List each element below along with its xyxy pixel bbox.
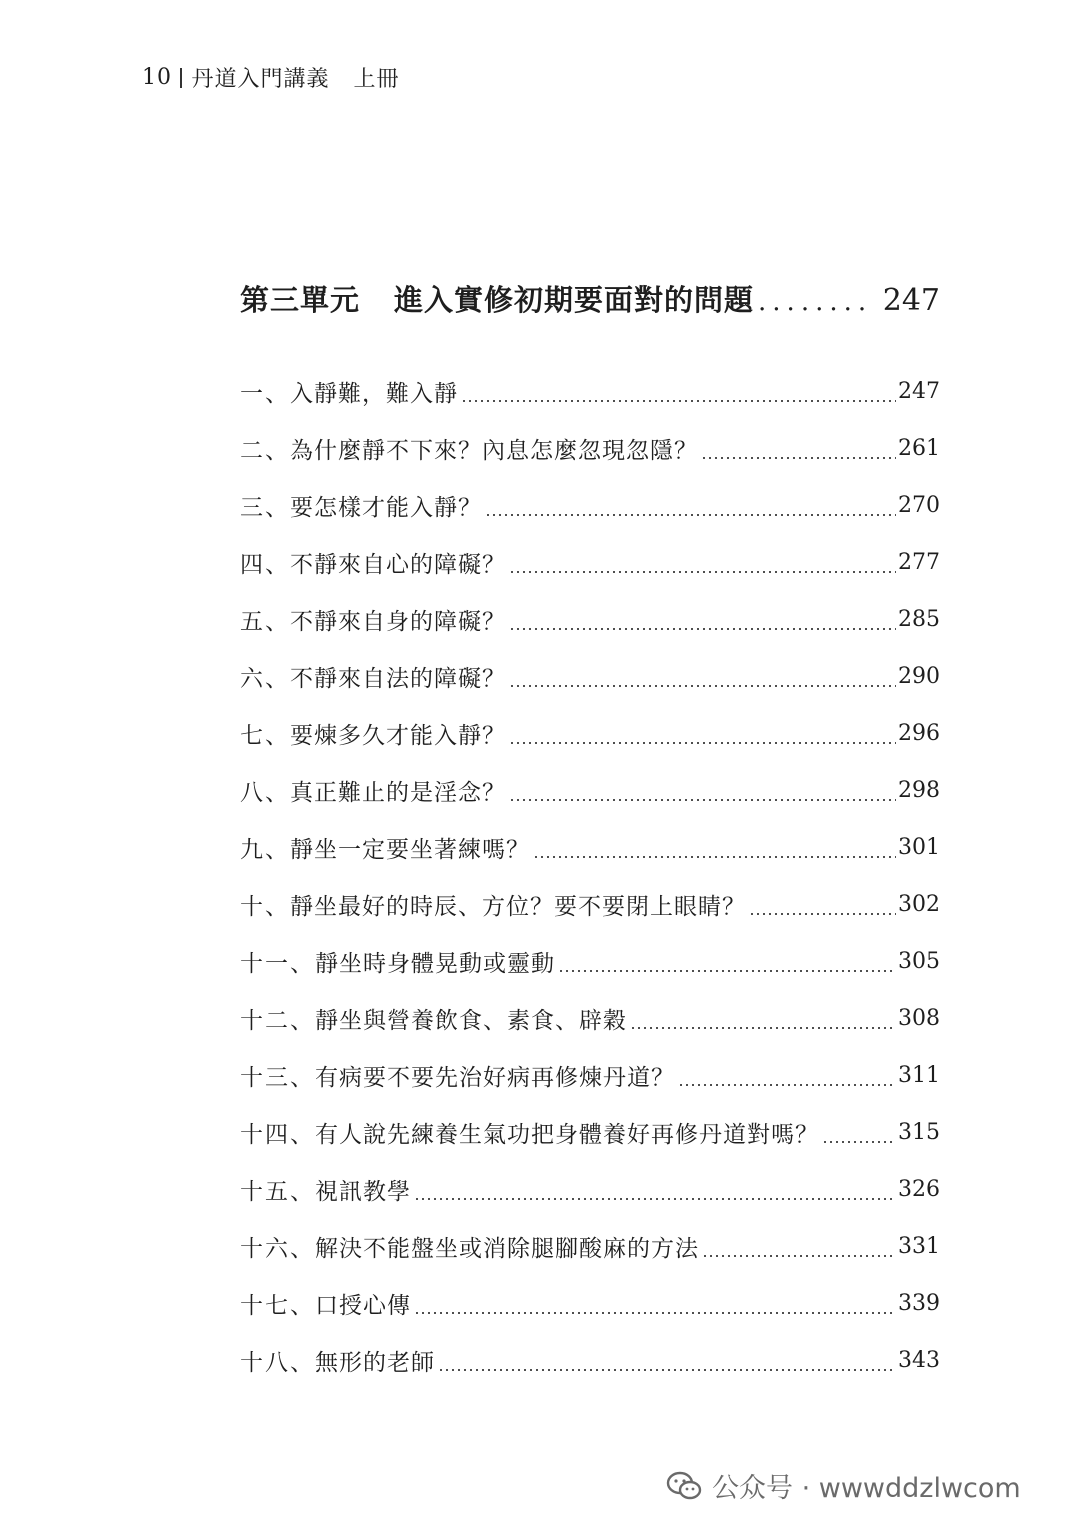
- toc-entry: [240, 990, 940, 1047]
- toc-entry-number: 一、: [240, 381, 290, 407]
- toc-entry-title: 真正難止的是淫念？: [290, 780, 506, 806]
- toc-leader-dots: [822, 1121, 896, 1145]
- toc-entry-page: 277: [898, 550, 940, 575]
- table-of-contents: [240, 363, 940, 1389]
- toc-entry: [240, 1275, 940, 1332]
- toc-entry-title: 不靜來自法的障礙？: [290, 666, 506, 692]
- toc-entry-page: 343: [898, 1348, 940, 1373]
- toc-entry-title: 靜坐最好的時辰、方位？要不要閉上眼睛？: [290, 894, 746, 920]
- toc-leader-dots: [414, 1178, 896, 1202]
- toc-entry-number: 二、: [240, 438, 290, 464]
- unit-page: 247: [882, 283, 940, 318]
- toc-entry: [240, 1047, 940, 1104]
- wechat-icon: [666, 1471, 702, 1501]
- toc-leader-dots: [630, 1007, 896, 1031]
- toc-leader-dots: [509, 551, 896, 575]
- toc-leader-dots: [485, 494, 896, 518]
- toc-entry-title: 靜坐與營養飲食、素食、辟穀: [315, 1008, 627, 1034]
- page-number: 10: [142, 65, 172, 90]
- watermark: [666, 1466, 1021, 1505]
- toc-leader-dots: [702, 1235, 896, 1259]
- toc-entry-number: 三、: [240, 495, 290, 521]
- toc-entry-title: 不靜來自身的障礙？: [290, 609, 506, 635]
- toc-entry-page: 311: [898, 1063, 940, 1088]
- toc-entry-number: 十八、: [240, 1350, 315, 1376]
- toc-entry-title: 視訊教學: [315, 1179, 411, 1205]
- toc-entry: [240, 1218, 940, 1275]
- toc-entry: [240, 1161, 940, 1218]
- toc-entry: [240, 705, 940, 762]
- watermark-text: 公众号 · wwwddzlwcom: [712, 1473, 1021, 1504]
- toc-leader-dots: [438, 1349, 896, 1373]
- volume-label: 上冊: [353, 67, 400, 92]
- toc-entry-title: 要怎樣才能入靜？: [290, 495, 482, 521]
- toc-entry-title: 靜坐一定要坐著練嗎？: [290, 837, 530, 863]
- toc-entry-page: 298: [898, 778, 940, 803]
- toc-entry-title: 無形的老師: [315, 1350, 435, 1376]
- toc-entry-page: 301: [898, 835, 940, 860]
- toc-entry-page: 247: [898, 379, 940, 404]
- toc-entry-title: 不靜來自心的障礙？: [290, 552, 506, 578]
- toc-entry: [240, 534, 940, 591]
- header-separator: [180, 68, 182, 88]
- toc-entry-number: 八、: [240, 780, 290, 806]
- unit-label: 第三單元: [240, 283, 361, 317]
- toc-entry-page: 302: [898, 892, 940, 917]
- toc-entry: [240, 1332, 940, 1389]
- toc-entry-number: 十、: [240, 894, 290, 920]
- toc-leader-dots: [509, 779, 896, 803]
- toc-entry-number: 十六、: [240, 1236, 315, 1262]
- toc-entry-page: 261: [898, 436, 940, 461]
- toc-entry-title: 解決不能盤坐或消除腿腳酸麻的方法: [315, 1236, 699, 1262]
- toc-entry-title: 靜坐時身體晃動或靈動: [315, 951, 555, 977]
- toc-entry: [240, 648, 940, 705]
- toc-entry: [240, 477, 940, 534]
- toc-entry-page: 315: [898, 1120, 940, 1145]
- toc-entry: [240, 933, 940, 990]
- toc-entry-title: 入靜難，難入靜: [290, 381, 458, 407]
- toc-leader-dots: [509, 665, 896, 689]
- toc-entry-page: 285: [898, 607, 940, 632]
- toc-leader-dots: [749, 893, 896, 917]
- toc-entry-number: 六、: [240, 666, 290, 692]
- toc-leader-dots: [461, 380, 896, 404]
- unit-leader-dots: ........: [758, 287, 873, 317]
- toc-entry-number: 九、: [240, 837, 290, 863]
- toc-leader-dots: [558, 950, 896, 974]
- toc-entry: [240, 762, 940, 819]
- toc-entry-page: 326: [898, 1177, 940, 1202]
- toc-leader-dots: [509, 608, 896, 632]
- toc-entry-page: 290: [898, 664, 940, 689]
- toc-entry-number: 十二、: [240, 1008, 315, 1034]
- toc-leader-dots: [701, 437, 896, 461]
- toc-entry-number: 五、: [240, 609, 290, 635]
- toc-entry: [240, 591, 940, 648]
- toc-entry-number: 十四、: [240, 1122, 315, 1148]
- toc-leader-dots: [414, 1292, 896, 1316]
- toc-leader-dots: [533, 836, 896, 860]
- book-title: 丹道入門講義: [191, 67, 330, 92]
- toc-entry-page: 331: [898, 1234, 940, 1259]
- toc-entry-page: 339: [898, 1291, 940, 1316]
- toc-entry: [240, 363, 940, 420]
- toc-leader-dots: [678, 1064, 896, 1088]
- toc-entry-page: 296: [898, 721, 940, 746]
- toc-entry-number: 十五、: [240, 1179, 315, 1205]
- toc-entry-page: 270: [898, 493, 940, 518]
- toc-entry-number: 十七、: [240, 1293, 315, 1319]
- toc-entry: [240, 1104, 940, 1161]
- toc-entry-title: 為什麼靜不下來？內息怎麼忽現忽隱？: [290, 438, 698, 464]
- toc-entry: [240, 420, 940, 477]
- toc-entry-number: 七、: [240, 723, 290, 749]
- toc-entry-number: 十一、: [240, 951, 315, 977]
- running-header: [142, 62, 400, 93]
- toc-entry-page: 308: [898, 1006, 940, 1031]
- toc-entry-title: 口授心傳: [315, 1293, 411, 1319]
- toc-entry: [240, 819, 940, 876]
- toc-entry-title: 要煉多久才能入靜？: [290, 723, 506, 749]
- toc-entry-title: 有病要不要先治好病再修煉丹道？: [315, 1065, 675, 1091]
- toc-entry-title: 有人說先練養生氣功把身體養好再修丹道對嗎？: [315, 1122, 819, 1148]
- toc-entry-page: 305: [898, 949, 940, 974]
- toc-entry-number: 四、: [240, 552, 290, 578]
- toc-entry-number: 十三、: [240, 1065, 315, 1091]
- unit-title: 進入實修初期要面對的問題: [394, 283, 755, 317]
- unit-heading: [240, 278, 940, 322]
- toc-leader-dots: [509, 722, 896, 746]
- toc-entry: [240, 876, 940, 933]
